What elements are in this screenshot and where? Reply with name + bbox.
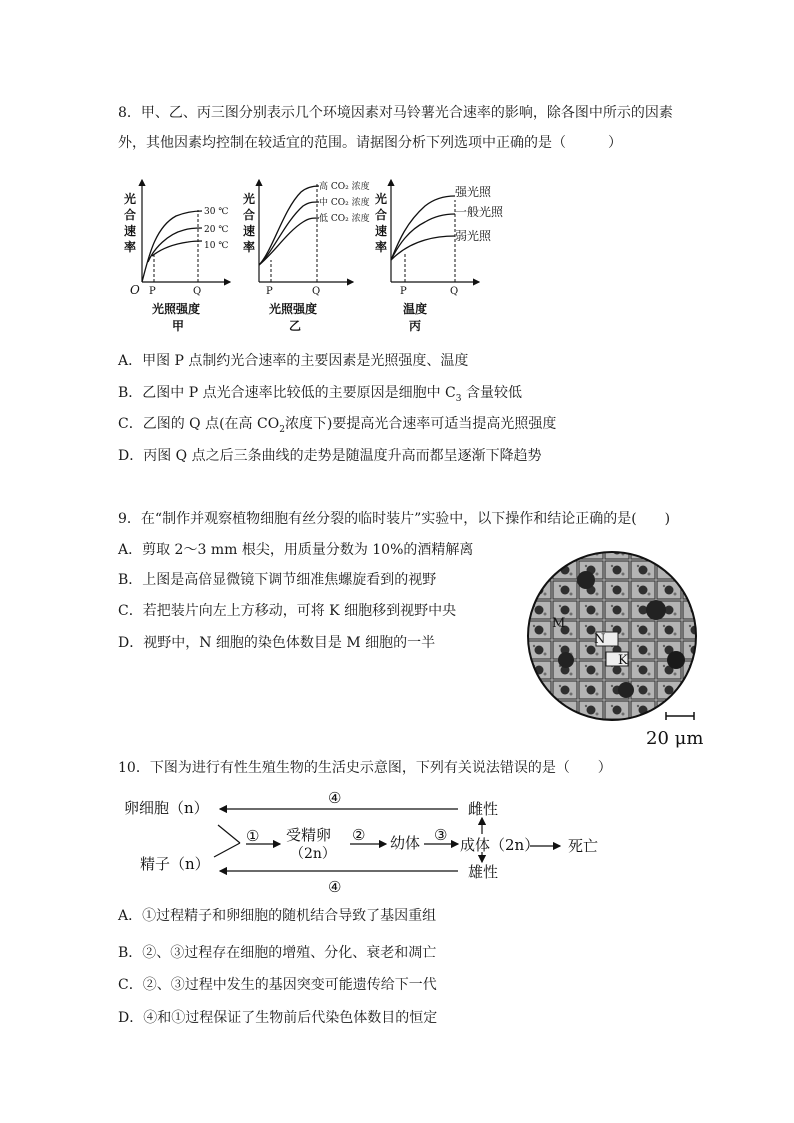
graph-yi: [243, 180, 370, 333]
death-label: 死亡: [568, 837, 599, 855]
q8-option-d: D．丙图 Q 点之后三条曲线的走势是随温度升高而都呈逐渐下降趋势: [118, 448, 542, 464]
ylabel-char: 合: [124, 208, 137, 222]
curve-label: 低 CO₂ 浓度: [319, 214, 370, 224]
q8-option-c: [118, 414, 556, 440]
subscript: 3: [455, 393, 462, 404]
q8-option-a: A．甲图 P 点制约光合速率的主要因素是光照强度、温度: [118, 353, 469, 369]
graph-jia: [124, 180, 230, 333]
ylabel-char: 合: [375, 208, 388, 222]
graph-name: 甲: [172, 319, 185, 333]
ylabel-char: 光: [375, 192, 388, 206]
egg-cell-label: 卵细胞（n）: [124, 799, 209, 817]
q9-option-b: B．上图是高倍显微镜下调节细准焦螺旋看到的视野: [118, 572, 437, 588]
ylabel-char: 速: [243, 224, 256, 238]
circle-4-label: ④: [328, 789, 342, 807]
option-text: 浓度下)要提高光合速率可适当提高光照强度: [284, 416, 557, 432]
curve-label: 高 CO₂ 浓度: [319, 182, 370, 192]
q9-option-c: C．若把装片向左上方移动，可将 K 细胞移到视野中央: [118, 603, 457, 619]
ylabel-char: 率: [375, 240, 388, 254]
q8-graphs: [118, 170, 518, 340]
curve-label: 30 ℃: [204, 207, 229, 217]
q9-option-d: D．视野中，N 细胞的染色体数目是 M 细胞的一半: [118, 635, 436, 651]
scale-bar-label: 20 μm: [646, 728, 704, 749]
q-label: Q: [450, 286, 459, 297]
q10-option-d: D．④和①过程保证了生物前后代染色体数目的恒定: [118, 1010, 438, 1026]
q-label: Q: [193, 286, 202, 297]
curve-label: 中 CO₂ 浓度: [319, 198, 370, 208]
curve-label: 10 ℃: [204, 241, 229, 251]
ylabel-char: 合: [243, 208, 256, 222]
subscript: 2: [279, 424, 285, 435]
curve-label: 强光照: [455, 185, 492, 199]
circle-1-label: ①: [246, 827, 260, 845]
xlabel: 光照强度: [152, 302, 201, 316]
ylabel-char: 率: [124, 240, 137, 254]
ylabel-char: 光: [124, 192, 137, 206]
q10-option-c: C．②、③过程中发生的基因突变可能遗传给下一代: [118, 977, 437, 993]
p-label: P: [149, 286, 156, 297]
ylabel-char: 光: [243, 192, 256, 206]
q9-micrograph: [526, 540, 726, 750]
male-label: 雄性: [468, 863, 499, 881]
circle-3-label: ③: [434, 826, 448, 844]
curve-label: 20 ℃: [204, 225, 229, 235]
q10-option-b: B．②、③过程存在细胞的增殖、分化、衰老和凋亡: [118, 945, 437, 961]
juvenile-label: 幼体: [390, 834, 421, 852]
q10-lifecycle-diagram: [118, 788, 618, 898]
graph-name: 乙: [289, 319, 302, 333]
option-text: C．乙图的 Q 点(在高 CO: [118, 416, 280, 432]
female-label: 雌性: [468, 800, 499, 818]
q8-option-b: [118, 383, 522, 409]
sperm-label: 精子（n）: [140, 855, 210, 873]
q10-option-a: A．①过程精子和卵细胞的随机结合导致了基因重组: [118, 908, 437, 924]
graph-name: 丙: [409, 319, 422, 333]
circle-2-label: ②: [352, 826, 366, 844]
circle-4-label: ④: [328, 878, 342, 896]
xlabel: 光照强度: [269, 302, 318, 316]
graph-bing: [375, 180, 504, 333]
ylabel-char: 率: [243, 240, 256, 254]
q10-stem: 10．下图为进行有性生殖生物的生活史示意图，下列有关说法错误的是（ ）: [118, 760, 612, 776]
cell-label-m: M: [552, 616, 566, 631]
p-label: P: [266, 286, 273, 297]
q9-stem: 9．在“制作并观察植物细胞有丝分裂的临时装片”实验中，以下操作和结论正确的是( ): [118, 511, 671, 527]
cell-label-n: N: [594, 632, 606, 647]
q9-option-a: A．剪取 2～3 mm 根尖，用质量分数为 10%的酒精解离: [118, 542, 474, 558]
curve-label: 一般光照: [455, 205, 504, 219]
q8-stem-line2: 外，其他因素均控制在较适宜的范围。请据图分析下列选项中正确的是（ ）: [118, 135, 622, 151]
adult-label: 成体（2n）: [460, 836, 540, 854]
q-label: Q: [312, 286, 321, 297]
cell-label-k: K: [618, 653, 628, 668]
ylabel-char: 速: [375, 224, 388, 238]
xlabel: 温度: [403, 302, 428, 316]
p-label: P: [400, 286, 407, 297]
zygote-label: 受精卵: [286, 826, 332, 844]
zygote-ploidy-label: （2n）: [290, 846, 336, 862]
curve-label: 弱光照: [455, 229, 492, 243]
origin-label: O: [130, 283, 140, 297]
option-text: B．乙图中 P 点光合速率比较低的主要原因是细胞中 C: [118, 385, 456, 401]
q8-stem-line1: 8．甲、乙、丙三图分别表示几个环境因素对马铃薯光合速率的影响，除各图中所示的因素: [118, 105, 673, 121]
option-text: 含量较低: [461, 385, 522, 401]
ylabel-char: 速: [124, 224, 137, 238]
